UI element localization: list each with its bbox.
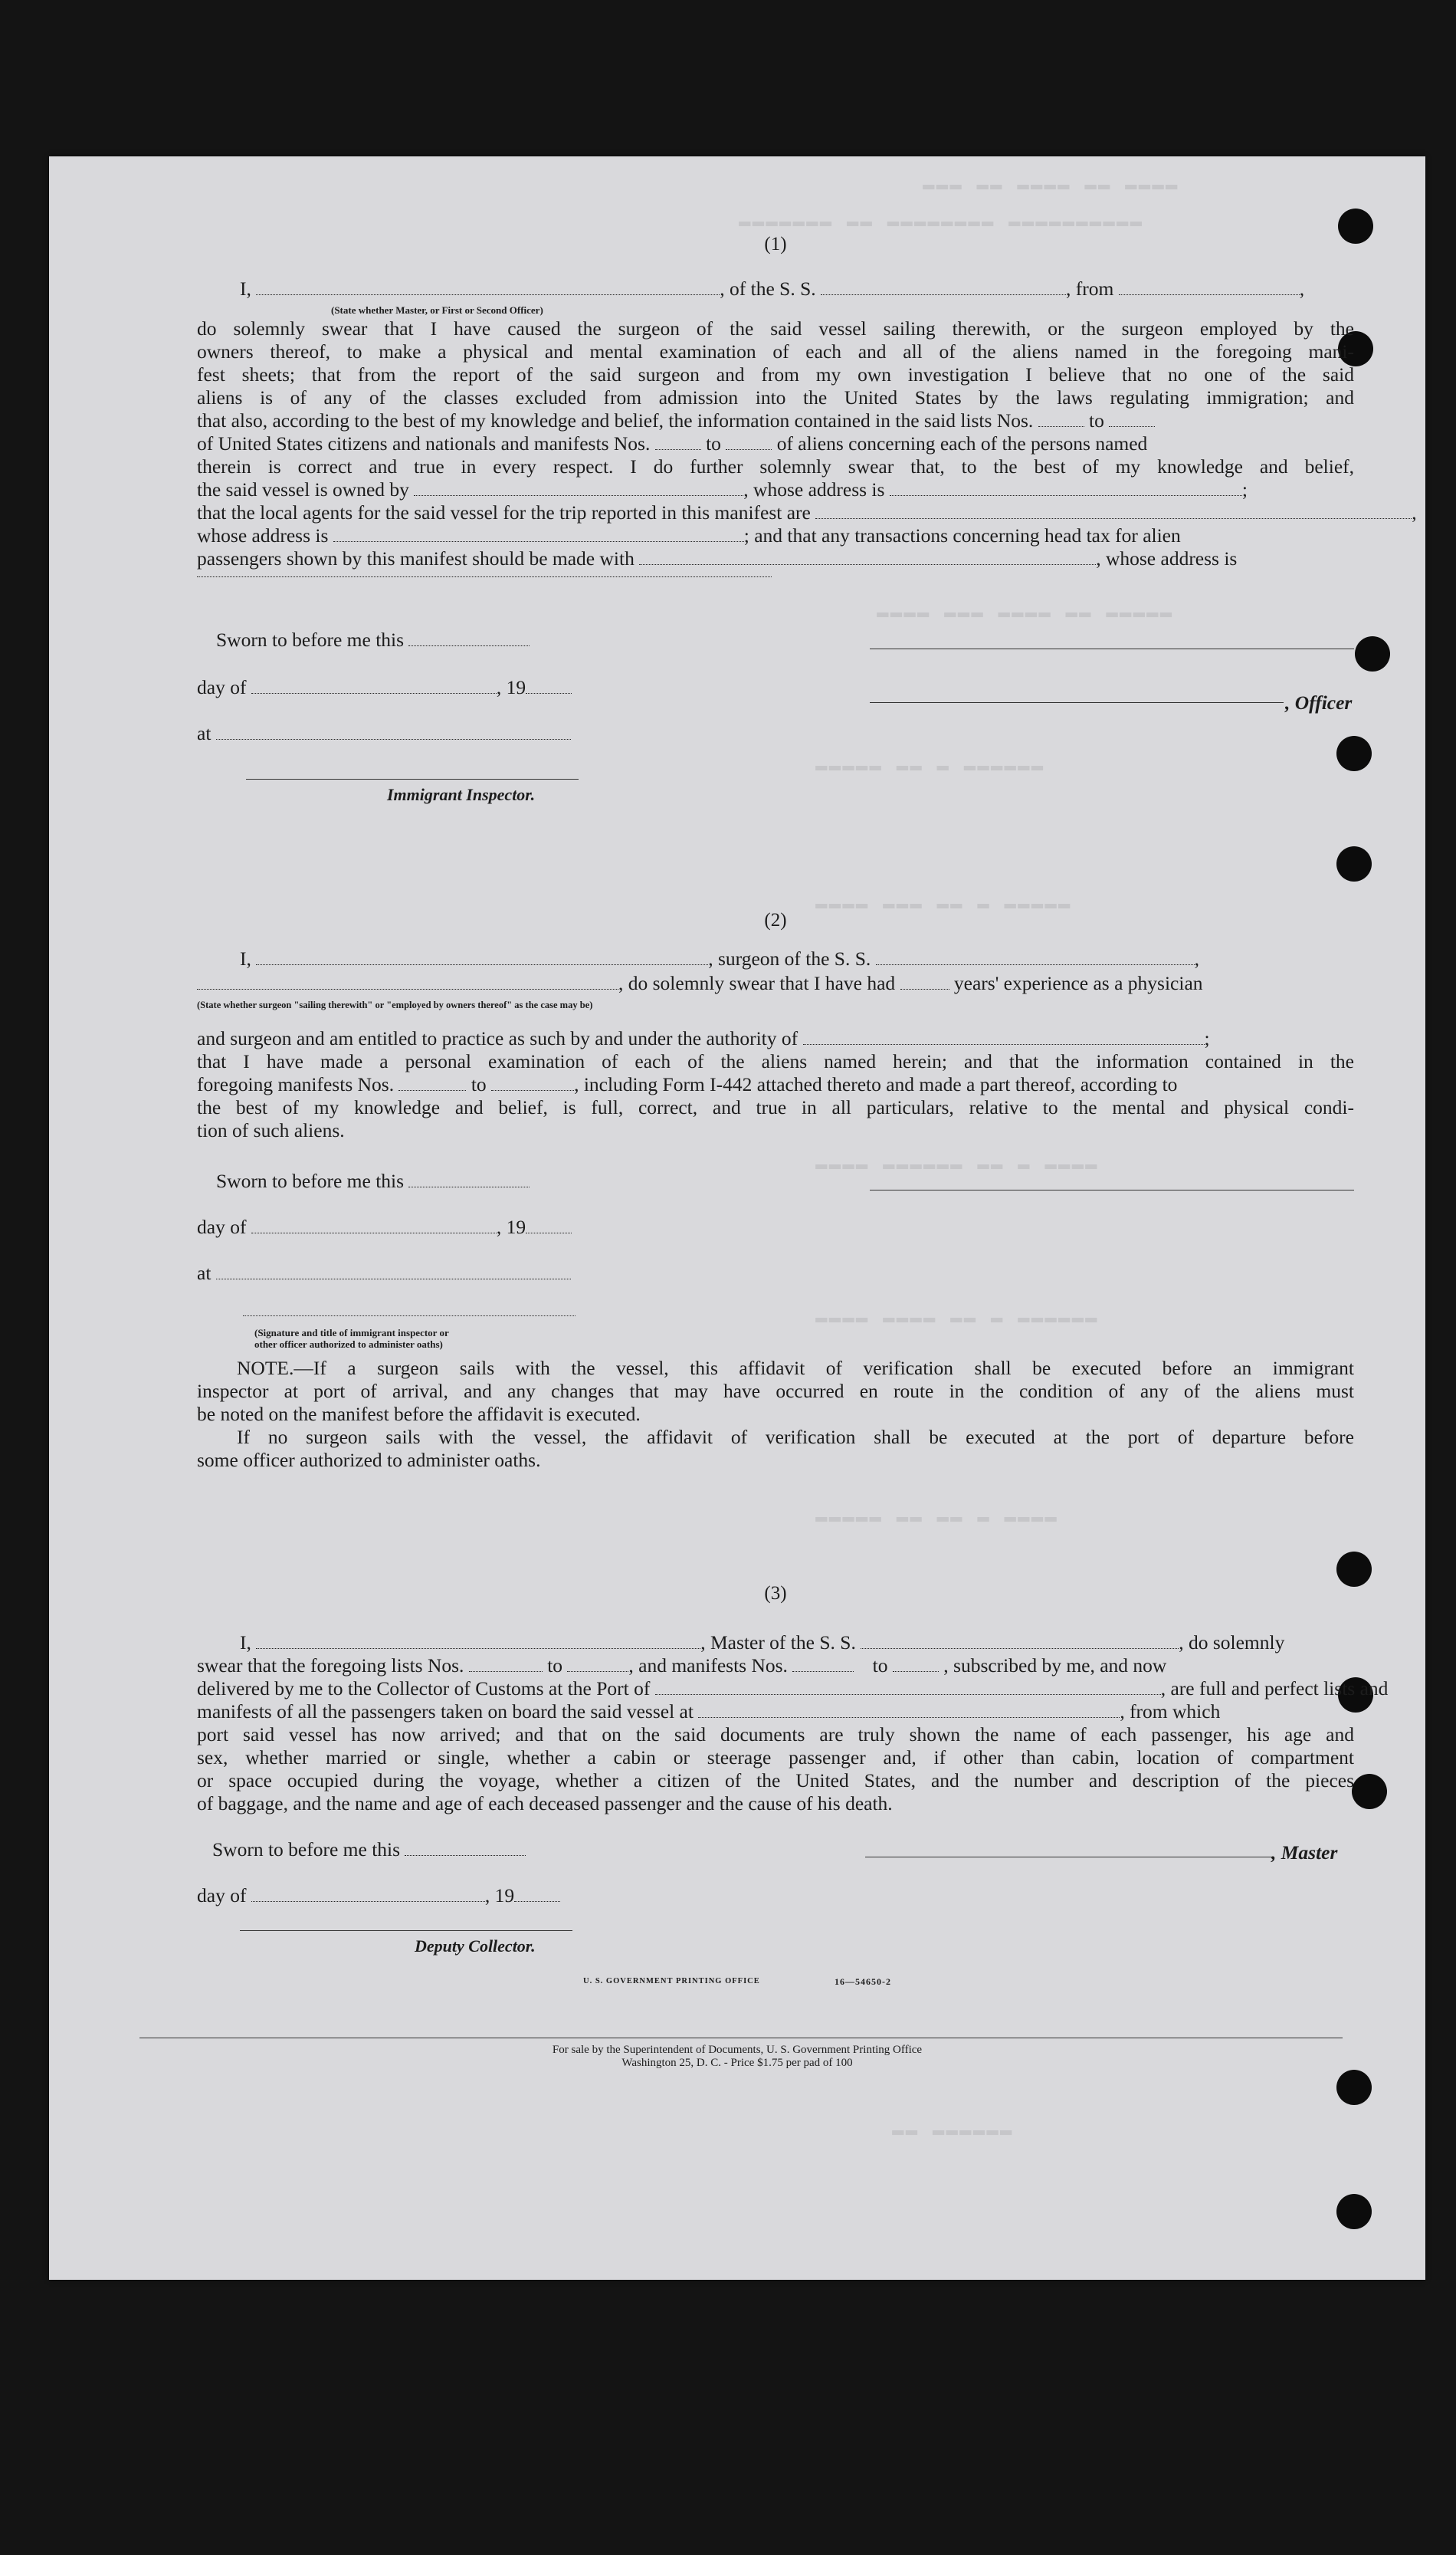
ship-name-field[interactable] bbox=[861, 1633, 1179, 1649]
day-line: day of , 19 bbox=[197, 1884, 1354, 1908]
owner-address-field[interactable] bbox=[890, 480, 1242, 496]
sworn-day-field[interactable] bbox=[408, 630, 530, 646]
body-line: that I have made a personal examination of each of the aliens named herein; and that the information contained in the bbox=[197, 1050, 1354, 1072]
surgeon-name-field[interactable] bbox=[256, 949, 708, 965]
list-no-from-field[interactable] bbox=[469, 1656, 543, 1672]
bleed-through-mark: ▬▬▬▬ ▬▬▬ ▬▬▬▬ ▬▬ ▬▬▬▬▬ bbox=[877, 601, 1174, 624]
departure-port-field[interactable] bbox=[1119, 279, 1300, 295]
body-line: or space occupied during the voyage, whether a citizen of the United States, and the number and description of the pieces bbox=[197, 1769, 1354, 1791]
day-line: day of , 19 bbox=[197, 1216, 1354, 1240]
body-line: that also, according to the best of my knowledge and belief, the information contained in the said lists Nos. to bbox=[197, 409, 1354, 433]
embarkation-port-field[interactable] bbox=[698, 1702, 1120, 1718]
field-caption: (State whether Master, or First or Second Officer) bbox=[331, 304, 543, 316]
port-field[interactable] bbox=[655, 1679, 1161, 1695]
punch-hole bbox=[1352, 1774, 1387, 1809]
day-line: day of , 19 bbox=[197, 676, 1354, 700]
ship-name-field[interactable] bbox=[821, 279, 1066, 295]
body-line: sex, whether married or single, whether a cabin or steerage passenger and, if other than cabin, location of compartment bbox=[197, 1746, 1354, 1768]
signature-caption: (Signature and title of immigrant inspector or bbox=[254, 1327, 449, 1338]
inspector-signature-line[interactable] bbox=[246, 779, 579, 780]
at-line: at bbox=[197, 1262, 1354, 1286]
sworn-day-field[interactable] bbox=[408, 1171, 530, 1187]
local-agents-field[interactable] bbox=[815, 503, 1412, 519]
oath-line-2: , do solemnly swear that I have had years' experience as a physician bbox=[197, 972, 1354, 996]
body-line: do solemnly swear that I have caused the surgeon of the said vessel sailing therewith, or the surgeon employed by the bbox=[197, 317, 1354, 340]
authority-field[interactable] bbox=[803, 1029, 1205, 1045]
head-tax-address-field[interactable] bbox=[197, 563, 772, 577]
document-page bbox=[49, 156, 1425, 2280]
oath-line-1: I, , of the S. S. , from , bbox=[240, 278, 1305, 300]
bleed-through-mark: ▬▬▬▬ ▬▬▬▬ ▬▬ ▬ ▬▬▬▬▬▬ bbox=[815, 1306, 1099, 1329]
manifest-no-from-field[interactable] bbox=[655, 434, 701, 450]
body-line: of baggage, and the name and age of each deceased passenger and the cause of his death. bbox=[197, 1792, 893, 1814]
manifest-no-to-field[interactable] bbox=[491, 1075, 574, 1091]
body-line: manifests of all the passengers taken on board the said vessel at , from which bbox=[197, 1700, 1221, 1722]
collector-signature-line[interactable] bbox=[240, 1930, 572, 1931]
at-place-field[interactable] bbox=[216, 1263, 571, 1279]
section-number: (3) bbox=[764, 1583, 787, 1604]
section-2 bbox=[197, 909, 1354, 1492]
body-line: aliens is of any of the classes excluded from admission into the United States by the laws regulating immigration; and bbox=[197, 386, 1354, 409]
sworn-day-field[interactable] bbox=[405, 1840, 526, 1856]
footer-text-2: Washington 25, D. C. - Price $1.75 per pad of 100 bbox=[621, 2057, 853, 2069]
surgeon-status-field[interactable] bbox=[197, 974, 618, 990]
oath-line-1: I, , Master of the S. S. , do solemnly bbox=[240, 1631, 1285, 1654]
manifest-no-from-field[interactable] bbox=[792, 1656, 854, 1672]
punch-hole bbox=[1336, 846, 1372, 882]
section-number: (1) bbox=[764, 234, 787, 255]
manifest-no-to-field[interactable] bbox=[726, 434, 772, 450]
body-line: passengers shown by this manifest should be made with , whose address is bbox=[197, 547, 1238, 570]
list-no-to-field[interactable] bbox=[567, 1656, 628, 1672]
agent-address-field[interactable] bbox=[333, 526, 744, 542]
owner-field[interactable] bbox=[414, 480, 743, 496]
sworn-line: Sworn to before me this bbox=[197, 1170, 1354, 1194]
bleed-through-mark: ▬▬▬▬▬▬▬ ▬▬ ▬▬▬▬▬▬▬▬ ▬▬▬▬▬▬▬▬▬▬ bbox=[739, 210, 1144, 233]
body-line: whose address is ; and that any transactions concerning head tax for alien bbox=[197, 524, 1181, 547]
bleed-through-mark: ▬▬▬▬ ▬▬▬▬▬▬ ▬▬ ▬ ▬▬▬▬ bbox=[815, 1153, 1099, 1176]
body-line: therein is correct and true in every respect. I do further solemnly swear that, to the best of my knowledge and belief, bbox=[197, 455, 1354, 478]
note-line: If no surgeon sails with the vessel, the affidavit of verification shall be executed at the port of departure before bbox=[237, 1426, 1354, 1448]
sworn-line: Sworn to before me this bbox=[197, 1838, 1354, 1862]
bleed-through-mark: ▬▬▬▬ ▬▬▬ ▬▬ ▬ ▬▬▬▬▬ bbox=[815, 892, 1072, 915]
officer-name-field[interactable] bbox=[256, 279, 720, 295]
day-of-field[interactable] bbox=[251, 1217, 497, 1233]
inspector-label: Immigrant Inspector. bbox=[387, 785, 536, 804]
sworn-line: Sworn to before me this bbox=[197, 629, 1354, 652]
officer-label: , Officer bbox=[1285, 691, 1353, 714]
officer-signature-line[interactable] bbox=[870, 702, 1284, 703]
punch-hole bbox=[1355, 636, 1390, 672]
year-field[interactable] bbox=[526, 678, 572, 694]
manifest-no-from-field[interactable] bbox=[398, 1075, 466, 1091]
field-caption: (State whether surgeon "sailing therewith" or "employed by owners thereof" as the case may be) bbox=[197, 1000, 593, 1010]
master-label: , Master bbox=[1271, 1841, 1338, 1864]
year-field[interactable] bbox=[514, 1886, 560, 1902]
bleed-through-mark: ▬▬▬ ▬▬ ▬▬▬▬ ▬▬ ▬▬▬▬ bbox=[923, 173, 1179, 196]
note-line: NOTE.—If a surgeon sails with the vessel, this affidavit of verification shall be executed before an immigrant bbox=[237, 1357, 1354, 1379]
master-name-field[interactable] bbox=[256, 1633, 700, 1649]
manifest-no-to-field[interactable] bbox=[893, 1656, 939, 1672]
year-field[interactable] bbox=[526, 1217, 572, 1233]
body-line: of United States citizens and nationals and manifests Nos. to of aliens concerning each of the persons named bbox=[197, 432, 1148, 455]
years-field[interactable] bbox=[900, 974, 949, 990]
bleed-through-mark: ▬▬▬▬▬ ▬▬ ▬ ▬▬▬▬▬▬ bbox=[815, 754, 1045, 777]
bleed-through-mark: ▬▬ ▬▬▬▬▬▬ bbox=[892, 2119, 1014, 2142]
body-line: owners thereof, to make a physical and mental examination of each and all of the aliens named in the foregoing mani- bbox=[197, 340, 1354, 363]
ship-name-field[interactable] bbox=[876, 949, 1195, 965]
section-number: (2) bbox=[764, 910, 787, 931]
body-line: swear that the foregoing lists Nos. to , and manifests Nos. to , subscribed by me, and now bbox=[197, 1654, 1167, 1677]
body-line: that the local agents for the said vessel for the trip reported in this manifest are , bbox=[197, 501, 1417, 524]
bleed-through-mark: ▬▬▬▬▬ ▬▬ ▬▬ ▬ ▬▬▬▬ bbox=[815, 1506, 1058, 1529]
section-1 bbox=[197, 233, 1417, 816]
punch-hole bbox=[1336, 2194, 1372, 2229]
list-no-to-field[interactable] bbox=[1109, 411, 1155, 427]
inspector-signature-line[interactable] bbox=[243, 1315, 576, 1316]
body-line: tion of such aliens. bbox=[197, 1119, 345, 1141]
body-line: delivered by me to the Collector of Customs at the Port of , are full and perfect lists and bbox=[197, 1677, 1389, 1700]
gpo-imprint: U. S. GOVERNMENT PRINTING OFFICE bbox=[583, 1977, 760, 1985]
body-line: foregoing manifests Nos. to , including Form I-442 attached thereto and made a part thereof, according to bbox=[197, 1073, 1178, 1095]
deputy-label: Deputy Collector. bbox=[415, 1936, 536, 1956]
list-no-from-field[interactable] bbox=[1038, 411, 1084, 427]
oath-line-1: I, , surgeon of the S. S. , bbox=[240, 947, 1200, 970]
body-line: port said vessel has now arrived; and that on the said documents are truly shown the name of each passenger, his age and bbox=[197, 1723, 1354, 1745]
day-of-field[interactable] bbox=[251, 1886, 485, 1902]
form-number: 16—54650-2 bbox=[835, 1976, 891, 1987]
note-line: some officer authorized to administer oaths. bbox=[197, 1449, 541, 1471]
body-line: fest sheets; that from the report of the said surgeon and from my own investigation I believe that no one of the said bbox=[197, 363, 1354, 386]
signature-caption: other officer authorized to administer oaths) bbox=[254, 1338, 443, 1350]
note-line: be noted on the manifest before the affidavit is executed. bbox=[197, 1403, 641, 1425]
footer-text-1: For sale by the Superintendent of Documents, U. S. Government Printing Office bbox=[552, 2044, 923, 2056]
body-line: and surgeon and am entitled to practice as such by and under the authority of ; bbox=[197, 1027, 1210, 1049]
body-line: the best of my knowledge and belief, is full, correct, and true in all particulars, relative to the mental and physical condi- bbox=[197, 1096, 1354, 1118]
at-place-field[interactable] bbox=[216, 724, 571, 740]
note-line: inspector at port of arrival, and any changes that may have occurred en route in the condition of any of the aliens must bbox=[197, 1380, 1354, 1402]
at-line: at bbox=[197, 722, 1354, 746]
day-of-field[interactable] bbox=[251, 678, 497, 694]
body-line: the said vessel is owned by , whose address is ; bbox=[197, 478, 1248, 501]
